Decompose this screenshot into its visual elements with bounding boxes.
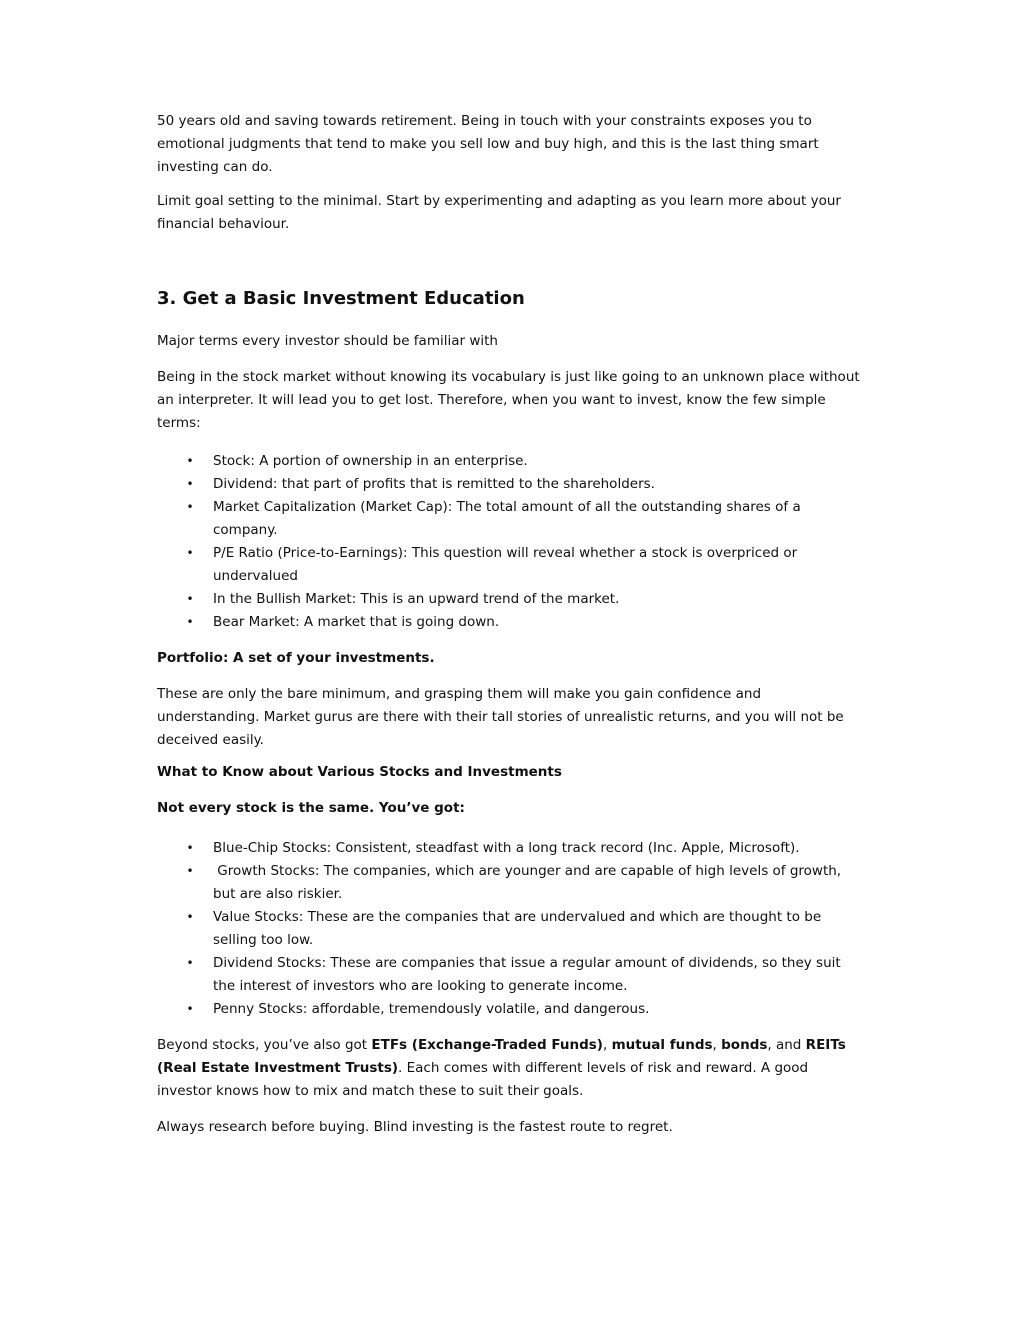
list-item: • Stock: A portion of ownership in an enterprise.: [157, 450, 863, 473]
list-item: • Growth Stocks: The companies, which are younger and are capable of high levels of growth, but are also riskier.: [157, 860, 863, 906]
list-item: • Penny Stocks: affordable, tremendously volatile, and dangerous.: [157, 998, 863, 1021]
bullet-icon: •: [186, 592, 194, 606]
section-heading: 3. Get a Basic Investment Education: [157, 288, 525, 309]
section-subtitle: Major terms every investor should be familiar with: [157, 333, 498, 349]
bullet-icon: •: [186, 500, 194, 514]
document-page: [157, 110, 863, 1139]
list-item: • Value Stocks: These are the companies that are undervalued and which are thought to be selling too low.: [157, 906, 863, 952]
bullet-icon: •: [186, 1002, 194, 1016]
list-item: • Blue-Chip Stocks: Consistent, steadfast with a long track record (Inc. Apple, Microsoft).: [157, 837, 863, 860]
list-item: • P/E Ratio (Price-to-Earnings): This question will reveal whether a stock is overpriced or undervalued: [157, 542, 863, 588]
what-to-know-heading: What to Know about Various Stocks and Investments: [157, 764, 562, 780]
bullet-icon: •: [186, 454, 194, 468]
bullet-icon: •: [186, 956, 194, 970]
bullet-icon: •: [186, 546, 194, 560]
closing-paragraph: Always research before buying. Blind investing is the fastest route to regret.: [157, 1119, 673, 1135]
not-every-stock-heading: Not every stock is the same. You’ve got:: [157, 800, 465, 816]
intro-paragraph-1: 50 years old and saving towards retirement. Being in touch with your constraints exposes you to emotional judgments that tend to make you sell low and buy high, and this is the last thing smart investing can do.: [157, 113, 819, 175]
terms-list: [157, 450, 863, 634]
bullet-icon: •: [186, 864, 194, 878]
list-item: • In the Bullish Market: This is an upward trend of the market.: [157, 588, 863, 611]
intro-paragraph-2: Limit goal setting to the minimal. Start by experimenting and adapting as you learn more about your financial behaviour.: [157, 193, 841, 232]
list-item: • Market Capitalization (Market Cap): The total amount of all the outstanding shares of a company.: [157, 496, 863, 542]
portfolio-definition: Portfolio: A set of your investments.: [157, 650, 435, 666]
vocabulary-paragraph: Being in the stock market without knowing its vocabulary is just like going to an unknown place without an interpreter. It will lead you to get lost. Therefore, when you want to invest, know the few simple terms:: [157, 369, 860, 431]
list-item: • Dividend: that part of profits that is remitted to the shareholders.: [157, 473, 863, 496]
bullet-icon: •: [186, 841, 194, 855]
bullet-icon: •: [186, 477, 194, 491]
bullet-icon: •: [186, 615, 194, 629]
list-item: • Bear Market: A market that is going down.: [157, 611, 863, 634]
stock-types-list: [157, 837, 863, 1021]
bare-minimum-paragraph: These are only the bare minimum, and grasping them will make you gain confidence and understanding. Market gurus are there with their tall stories of unrealistic returns, and you will not be deceived easily.: [157, 686, 844, 748]
beyond-stocks-paragraph: Beyond stocks, you’ve also got ETFs (Exchange-Traded Funds), mutual funds, bonds, and REITs (Real Estate Investment Trusts). Each comes with different levels of risk and reward. A good investor knows how to mix and match these to suit their goals.: [157, 1037, 846, 1099]
list-item: • Dividend Stocks: These are companies that issue a regular amount of dividends, so they suit the interest of investors who are looking to generate income.: [157, 952, 863, 998]
bullet-icon: •: [186, 910, 194, 924]
